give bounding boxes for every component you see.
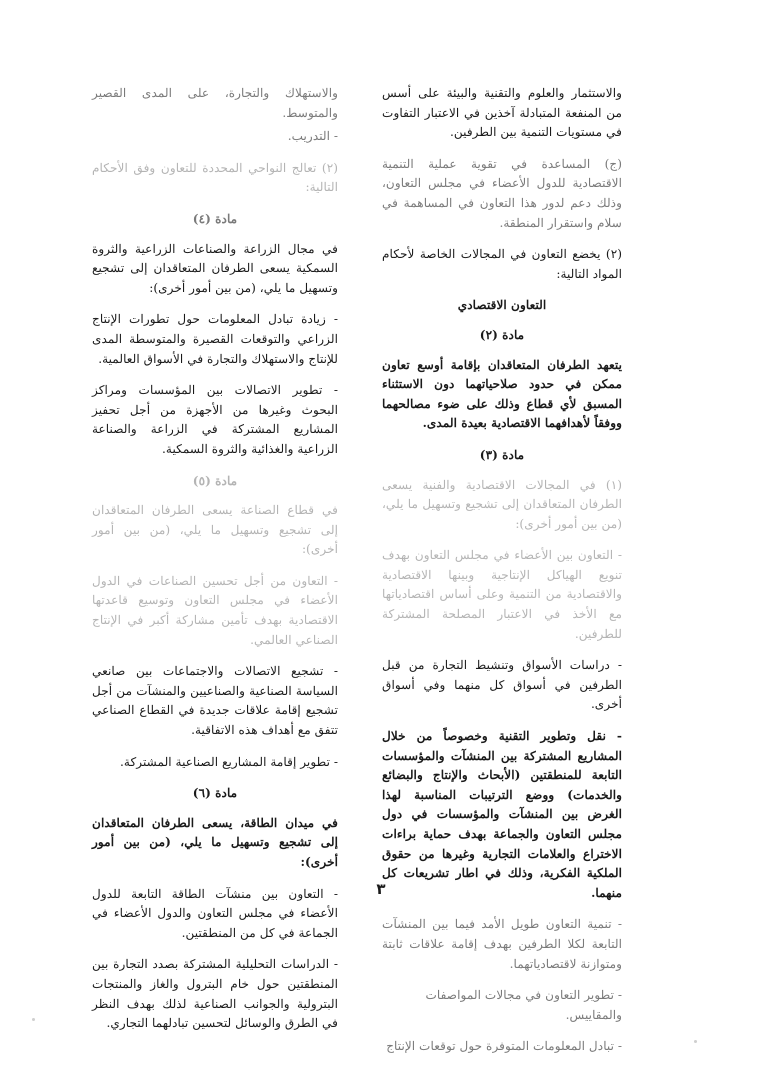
paragraph: والاستهلاك والتجارة، على المدى القصير والمتوسط. [92,86,338,120]
paragraph: في مجال الزراعة والصناعات الزراعية والثروة السمكية يسعى الطرفان المتعاقدان إلى تشجيع وتسهيل ما يلي، (من بين أمور أخرى): [92,241,338,295]
paragraph: (٢) تعالج النواحي المحددة للتعاون وفق الأحكام التالية: [92,160,338,195]
paragraph: - تطوير التعاون في مجالات المواصفات والمقاييس. [425,988,622,1022]
paragraph: (٢) يخضع التعاون في المجالات الخاصة لأحكام المواد التالية: [382,247,622,281]
scan-speck [32,1018,35,1021]
paragraph: - تشجيع الاتصالات والاجتماعات بين صانعي السياسة الصناعية والصناعيين والمنشآت من أجل تشجيع إقامة علاقات جديدة في القطاع الصناعي تتفق مع أهداف هذه الاتفاقية. [92,664,338,738]
paragraph: - زيادة تبادل المعلومات حول تطورات الإنتاج الزراعي والتوقعات القصيرة والمتوسطة المدى للإنتاج والاستهلاك والتجارة في الأسواق العالمية. [92,312,338,366]
paragraph: في قطاع الصناعة يسعى الطرفان المتعاقدان إلى تشجيع وتسهيل ما يلي، (من بين أمور أخرى): [92,503,338,557]
paragraph: - نقل وتطوير التقنية وخصوصاً من خلال المشاريع المشتركة بين المنشآت والمؤسسات التابعة للمنطقتين (الأبحاث والإنتاج والبضائع والخدمات) ووضع الترتيبات المناسبة لهذا الغرض بين المنشآت والمؤسسات في دول مجلس التعاون والجماعة بهدف حماية براءات الاختراع والعلامات التجارية وغيرها من حقوق الملكية الفكرية، وذلك في اطار تشريعات كل منهما. [382,729,622,900]
paragraph: - التدريب. [287,129,338,144]
section-heading: التعاون الاقتصادي [457,298,547,313]
paragraph: - تنمية التعاون طويل الأمد فيما بين المنشآت التابعة لكلا الطرفين بهدف إقامة علاقات ثابتة ومتوازنة لاقتصادياتهما. [382,917,622,971]
paragraph: - تطوير إقامة المشاريع الصناعية المشتركة. [120,754,338,769]
paragraph: في ميدان الطاقة، يسعى الطرفان المتعاقدان إلى تشجيع وتسهيل ما يلي، (من بين أمور أخرى): [92,815,338,869]
paragraph: (ج) المساعدة في تقوية عملية التنمية الاقتصادية للدول الأعضاء في مجلس التعاون، وذلك دعم لدور هذا التعاون في المساهمة في سلام واستقرار المنطقة. [382,156,622,230]
article-heading: مادة (٥) [192,473,238,488]
paragraph: والاستثمار والعلوم والتقنية والبيئة على أسس من المنفعة المتبادلة آخذين في الاعتبار التفاوت في مستويات التنمية بين الطرفين. [382,86,622,140]
article-heading: مادة (٦) [192,786,238,801]
article-heading: مادة (٢) [479,327,525,342]
paragraph: - دراسات الأسواق وتنشيط التجارة من قبل الطرفين في أسواق كل منهما وفي أسواق أخرى. [382,658,622,712]
paragraph: - التعاون من أجل تحسين الصناعات في الدول الأعضاء في مجلس التعاون وتوسيع قاعدتها الاقتصادية بهدف تأمين مشاركة أكبر في الإنتاج الصناعي العالمي. [92,573,338,647]
article-heading: مادة (٣) [479,447,525,462]
paragraph: - التعاون بين منشآت الطاقة التابعة للدول الأعضاء في مجلس التعاون والدول الأعضاء في الجماعة في كل من المنطقتين. [92,886,338,940]
paragraph: يتعهد الطرفان المتعاقدان بإقامة أوسع تعاون ممكن في حدود صلاحياتهما دون الاستثناء المسبق لأي قطاع وذلك على ضوء مصالحهما ووفقاً لأهدافهما الاقتصادية بعيدة المدى. [382,357,622,431]
paragraph: - التعاون بين الأعضاء في مجلس التعاون بهدف تنويع الهياكل الإنتاجية وبينها الاقتصادية والاقتصادية من التنمية وعلى أساس اقتصادياتها مع الأخذ في الاعتبار المصلحة المشتركة للطرفين. [382,548,622,641]
left-column [92,84,338,1046]
paragraph: (١) في المجالات الاقتصادية والفنية يسعى الطرفان المتعاقدان إلى تشجيع وتسهيل ما يلي، (من بين أمور أخرى): [382,477,622,531]
paragraph: - تطوير الاتصالات بين المؤسسات ومراكز البحوث وغيرها من الأجهزة من أجل تحفيز المشاريع المشتركة في الزراعة والصناعة الزراعية والغذائية والثروة السمكية. [92,383,338,456]
article-heading: مادة (٤) [192,211,238,226]
scan-speck [694,1040,697,1043]
page-number: ٣ [376,880,386,898]
paragraph: - الدراسات التحليلية المشتركة بصدد التجارة بين المنطقتين حول خام البترول والغاز والمنتجات البترولية والجوانب الصناعية لذلك بهدف النظر في الطرق والوسائل لتحسين تبادلهما التجاري. [92,957,338,1031]
right-column [382,84,622,1061]
paragraph: - تبادل المعلومات المتوفرة حول توقعات الإنتاج [386,1039,622,1054]
